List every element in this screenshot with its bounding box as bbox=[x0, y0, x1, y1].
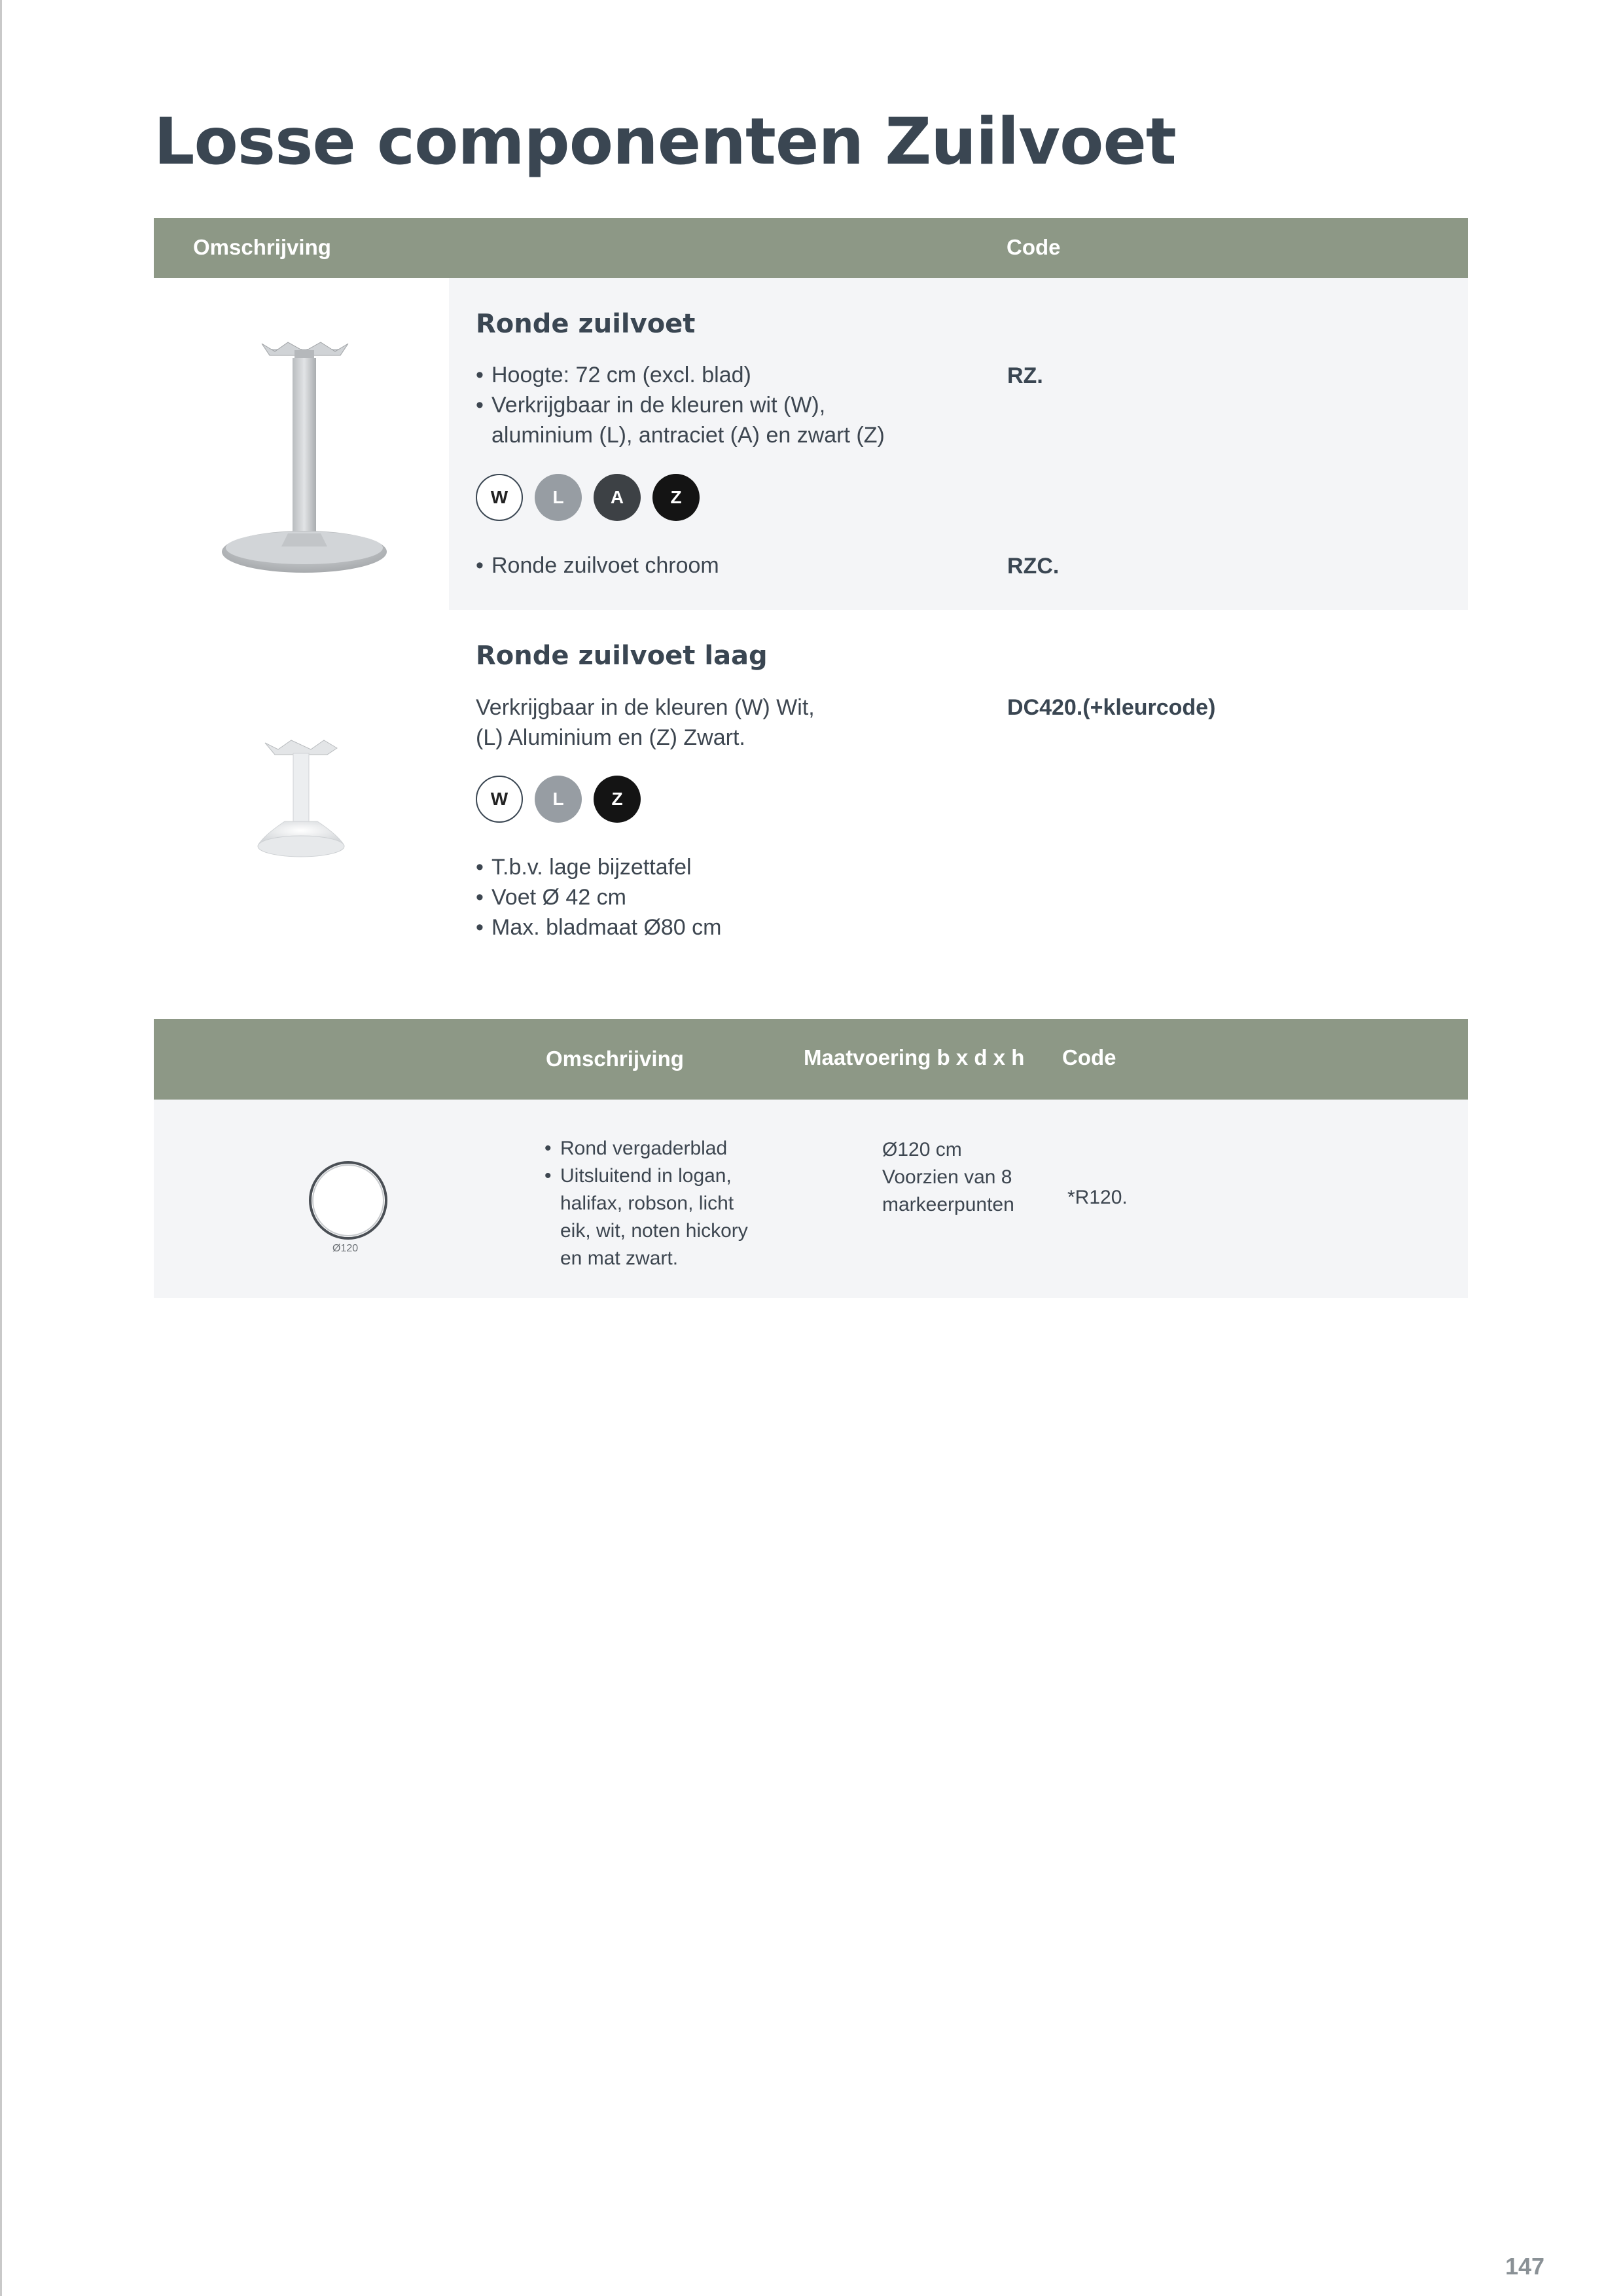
swatch-aluminium: L bbox=[535, 776, 582, 823]
header-maatvoering: Maatvoering b x d x h bbox=[804, 1045, 1025, 1069]
round-tabletop-drawing bbox=[305, 1157, 391, 1255]
spec-item: • Max. bladmaat Ø80 cm bbox=[476, 912, 721, 942]
top-bracket bbox=[262, 342, 348, 359]
page-title: Losse componenten Zuilvoet bbox=[154, 105, 1176, 179]
header-code: Code bbox=[1062, 1045, 1116, 1069]
pedestal-base-photo bbox=[209, 337, 399, 573]
chrome-variant bbox=[476, 550, 719, 581]
spec-item: • Ronde zuilvoet chroom bbox=[476, 550, 719, 581]
dimension-line: Ø120 cm bbox=[882, 1139, 962, 1160]
page-number: 147 bbox=[1505, 2253, 1545, 2280]
spec-line: eik, wit, noten hickory bbox=[560, 1220, 748, 1242]
swatch-black: Z bbox=[594, 776, 641, 823]
page-edge bbox=[0, 0, 2, 2296]
swatch-black: Z bbox=[652, 474, 700, 521]
spec-item-continued bbox=[560, 1190, 748, 1272]
product-code: DC420.(+kleurcode) bbox=[1007, 695, 1216, 720]
spec-item: • Uitsluitend in logan, bbox=[544, 1162, 732, 1190]
availability-line: Verkrijgbaar in de kleuren (W) Wit, bbox=[476, 695, 815, 720]
spec-item: • Hoogte: 72 cm (excl. blad) bbox=[476, 360, 825, 390]
swatch-aluminium: L bbox=[535, 474, 582, 521]
color-swatches bbox=[476, 474, 700, 521]
low-pedestal-base-photo bbox=[245, 736, 357, 864]
spec-list bbox=[544, 1135, 732, 1190]
availability-text bbox=[476, 692, 815, 753]
product-code: *R120. bbox=[1067, 1187, 1128, 1208]
spec-item: • T.b.v. lage bijzettafel bbox=[476, 852, 721, 882]
table2-header bbox=[154, 1019, 1468, 1100]
product-title: Ronde zuilvoet bbox=[476, 309, 696, 339]
header-code: Code bbox=[1007, 235, 1061, 259]
product-code: RZ. bbox=[1007, 363, 1043, 388]
swatch-white: W bbox=[476, 776, 523, 823]
column bbox=[293, 358, 316, 541]
spec-line: en mat zwart. bbox=[560, 1247, 679, 1269]
header-omschrijving: Omschrijving bbox=[546, 1047, 684, 1071]
spec-item: • Rond vergaderblad bbox=[544, 1135, 732, 1162]
dimension-line: markeerpunten bbox=[882, 1194, 1014, 1215]
dimension-line: Voorzien van 8 bbox=[882, 1166, 1012, 1188]
spec-item: • Voet Ø 42 cm bbox=[476, 882, 721, 912]
table1-header bbox=[154, 218, 1468, 278]
dimensions bbox=[882, 1136, 1014, 1219]
product-code-chrome: RZC. bbox=[1007, 554, 1060, 579]
spec-item-continued: aluminium (L), antraciet (A) en zwart (Z) bbox=[491, 423, 885, 448]
swatch-anthracite: A bbox=[594, 474, 641, 521]
tabletop-dimension-label: Ø120 bbox=[332, 1243, 359, 1254]
swatch-white: W bbox=[476, 474, 523, 521]
product-title: Ronde zuilvoet laag bbox=[476, 641, 768, 671]
availability-line: (L) Aluminium en (Z) Zwart. bbox=[476, 725, 745, 750]
spec-list bbox=[476, 852, 721, 942]
header-omschrijving: Omschrijving bbox=[193, 235, 331, 259]
spec-list bbox=[476, 360, 825, 420]
color-swatches bbox=[476, 776, 641, 823]
spec-item: • Verkrijgbaar in de kleuren wit (W), bbox=[476, 390, 825, 420]
spec-line: halifax, robson, licht bbox=[560, 1193, 734, 1214]
